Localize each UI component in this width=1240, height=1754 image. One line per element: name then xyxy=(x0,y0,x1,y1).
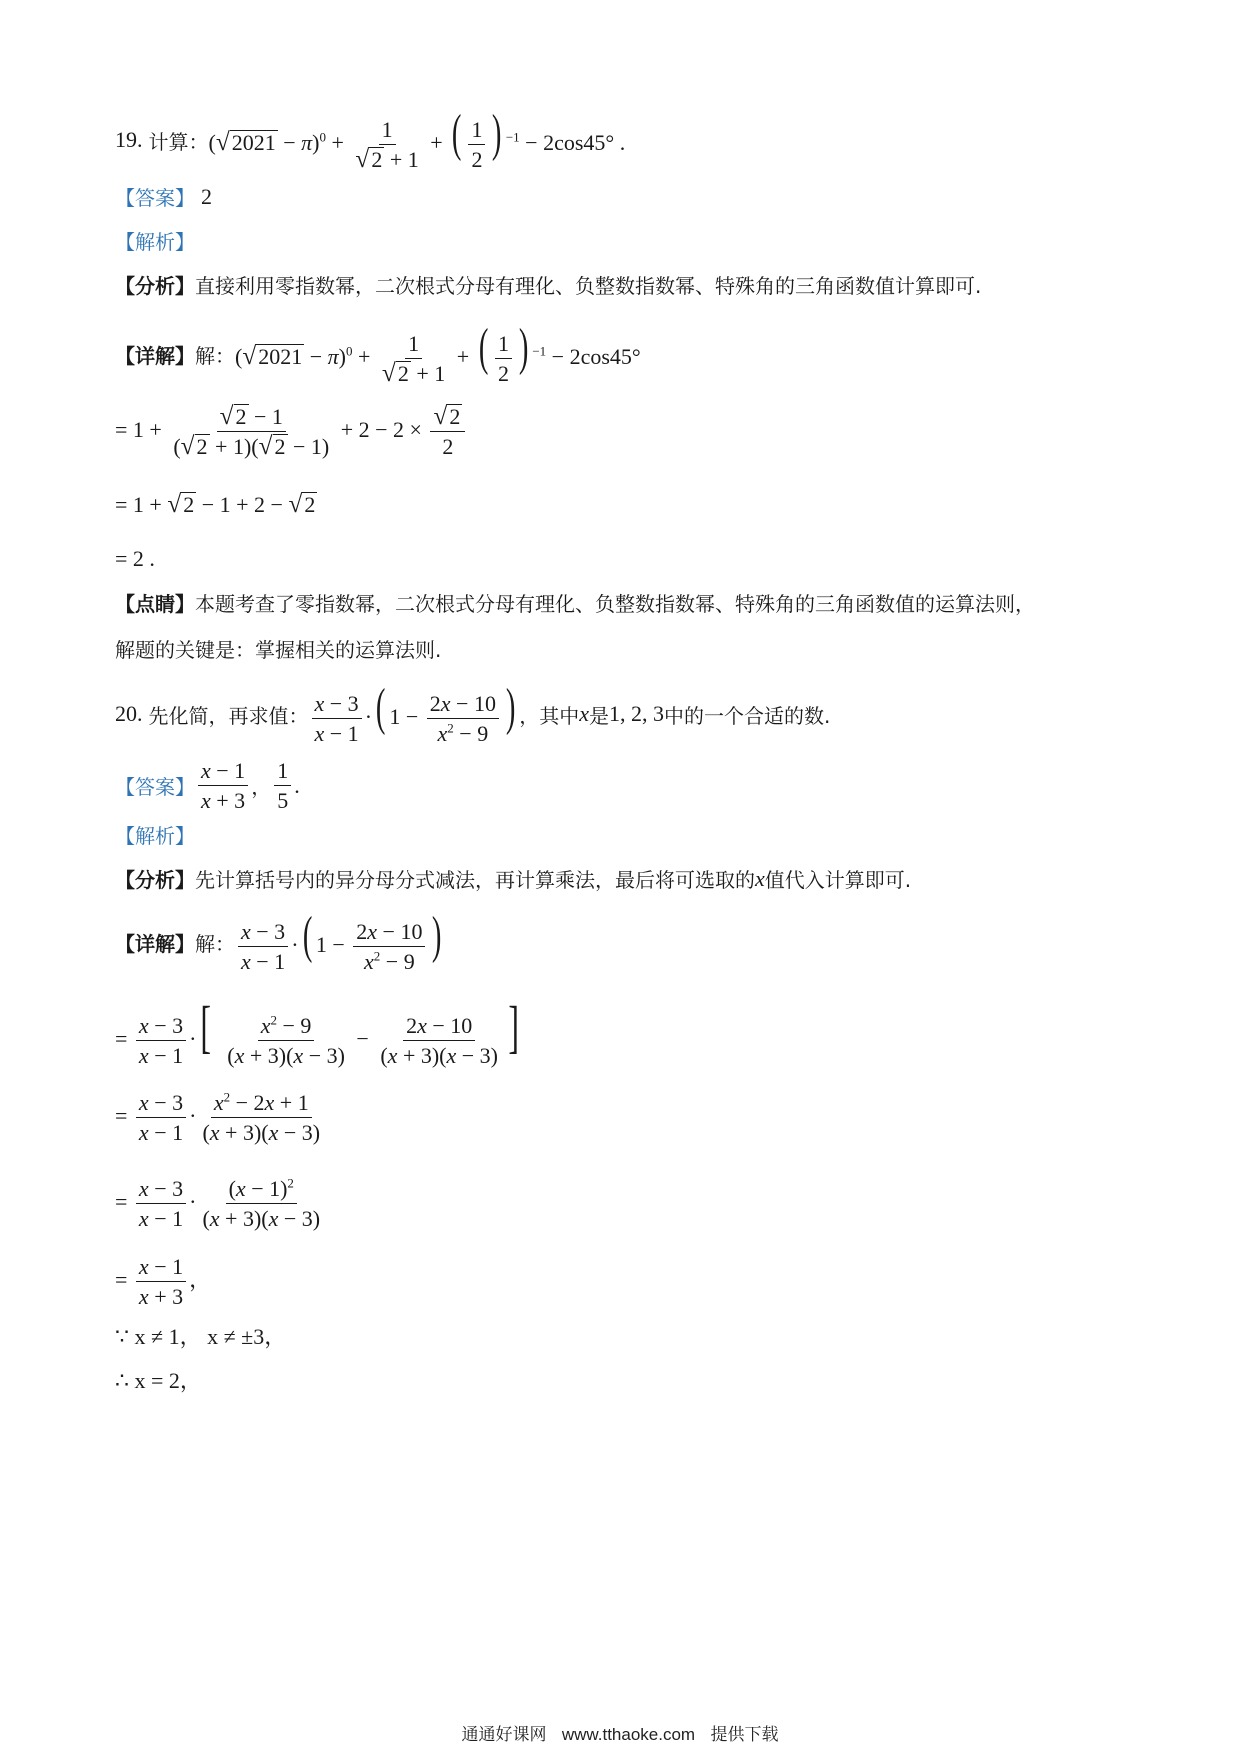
page-footer xyxy=(0,1720,1240,1745)
q19-expression: ( √ 2021 − π)$^0$ + 1 √ 2 + 1 + ( $\frac{1}{2}$ ) $^{-1}$ − 2cos45° . xyxy=(208,105,626,174)
q19-step-1: = 1 + √ 2 − 1 ( √ 2 + 1)( √ 2 − 1) + 2 − 2 × √ 2 2 xyxy=(115,404,468,460)
q20-step-3: = $\frac{x - 3}{x - 1}$ · $\frac{(x - 1)^2}{(x + 3)(x - 3)}$ xyxy=(115,1175,321,1232)
q19-comment-text-1: 本题考查了零指数幂，二次根式分母有理化、负整数指数幂、特殊角的三角函数值的运算法则， xyxy=(195,592,1035,616)
q19-detail xyxy=(115,319,641,388)
q19-result: = 2 . xyxy=(115,546,155,571)
q20-detail-tag: 【详解】 xyxy=(115,931,195,956)
q20-therefore-text: ∴ x = 2， xyxy=(115,1368,202,1393)
q20-detail xyxy=(115,907,446,975)
q20-jiexi xyxy=(115,820,195,849)
q19-prompt: 计算： xyxy=(148,129,209,154)
q19-analysis xyxy=(115,270,981,299)
footer-url: www.tthaoke.com xyxy=(561,1725,696,1744)
q20-step-4: = $\frac{x - 1}{x + 3}$ ， xyxy=(115,1254,212,1310)
q20-because xyxy=(115,1320,286,1351)
q20-tail-2: 是 xyxy=(589,703,610,728)
q20-detail-lead: 解： xyxy=(195,931,235,956)
q19-analysis-text: 直接利用零指数幂，二次根式分母有理化、负整数指数幂、特殊角的三角函数值计算即可. xyxy=(195,274,982,298)
q20-detail-expression: $\frac{x - 3}{x - 1}$ ·( 1 − $\frac{2x - 10}{x^2 - 9}$ ) xyxy=(235,910,446,975)
q20-answer-tag: 【答案】 xyxy=(115,775,195,800)
q20-step-2: = $\frac{x - 3}{x - 1}$ · $\frac{x^2 - 2x + 1}{(x + 3)(x - 3)}$ xyxy=(115,1089,321,1146)
q19-comment-text-2: 解题的关键是：掌握相关的运算法则. xyxy=(115,638,442,662)
q19-problem xyxy=(115,105,626,174)
q19-jiexi-tag: 【解析】 xyxy=(115,230,195,254)
q19-comment-tag: 【点睛】 xyxy=(115,592,195,616)
q20-expression: $\frac{x - 3}{x - 1}$ ·( 1 − $\frac{2x - 10}{x^2 - 9}$ ) xyxy=(309,682,520,747)
q19-answer-value: 2 xyxy=(201,183,212,209)
q20-tail-var: x xyxy=(579,701,590,727)
q19-number: 19. xyxy=(115,127,143,153)
q20-answer-value: $\frac{1}{5}$ xyxy=(271,758,294,814)
q20-answer-end: . xyxy=(294,772,300,798)
q20-step-1: = $\frac{x - 3}{x - 1}$ ·[ $\frac{x^2 - 9}{(x + 3)(x - 3)}$ − $\frac{2x - 10}{(x + 3)(x - 3)}$ ] xyxy=(115,994,519,1069)
q20-analysis-tag: 【分析】 xyxy=(115,868,195,892)
q19-comment xyxy=(115,588,1035,617)
q20-analysis xyxy=(115,864,911,893)
footer-tail: 提供下载 xyxy=(710,1725,779,1745)
q19-comment-cont xyxy=(115,634,441,663)
q19-detail-expression: ( √ 2021 − π)$^0$ + 1 √ 2 + 1 + ( $\frac{1}{2}$ ) $^{-1}$ − 2cos45° xyxy=(235,319,641,388)
q20-answer-sep: ， xyxy=(251,775,272,800)
q20-analysis-var: x xyxy=(755,865,765,891)
q19-analysis-tag: 【分析】 xyxy=(115,274,195,298)
q20-analysis-text-2: 值代入计算即可. xyxy=(764,868,912,892)
q19-detail-tag: 【详解】 xyxy=(115,343,195,368)
q20-because-text: ∵ x ≠ 1， x ≠ ±3， xyxy=(115,1324,287,1349)
q19-step-2: = 1 + √ 2 − 1 + 2 − √ 2 xyxy=(115,490,316,518)
q20-prompt: 先化简，再求值： xyxy=(148,703,309,728)
q19-detail-lead: 解： xyxy=(195,343,235,368)
q20-answer xyxy=(115,758,300,814)
q20-jiexi-tag: 【解析】 xyxy=(115,824,195,848)
footer-site-name: 通通好课网 xyxy=(461,1725,547,1745)
q20-tail-3: 中的一个合适的数. xyxy=(664,703,831,728)
q20-analysis-text-1: 先计算括号内的异分母分式减法，再计算乘法，最后将可选取的 xyxy=(195,868,755,892)
q20-number: 20. xyxy=(115,701,143,727)
q19-step-3 xyxy=(115,546,155,572)
q20-answer-expression: $\frac{x - 1}{x + 3}$ xyxy=(195,758,251,814)
q19-jiexi xyxy=(115,226,195,255)
q19-answer-tag: 【答案】 xyxy=(115,186,195,210)
q20-tail-values: 1, 2, 3 xyxy=(609,701,665,727)
q20-tail-1: ，其中 xyxy=(519,703,580,728)
q20-problem xyxy=(115,679,831,747)
q20-therefore xyxy=(115,1364,202,1395)
q19-answer xyxy=(115,182,212,211)
